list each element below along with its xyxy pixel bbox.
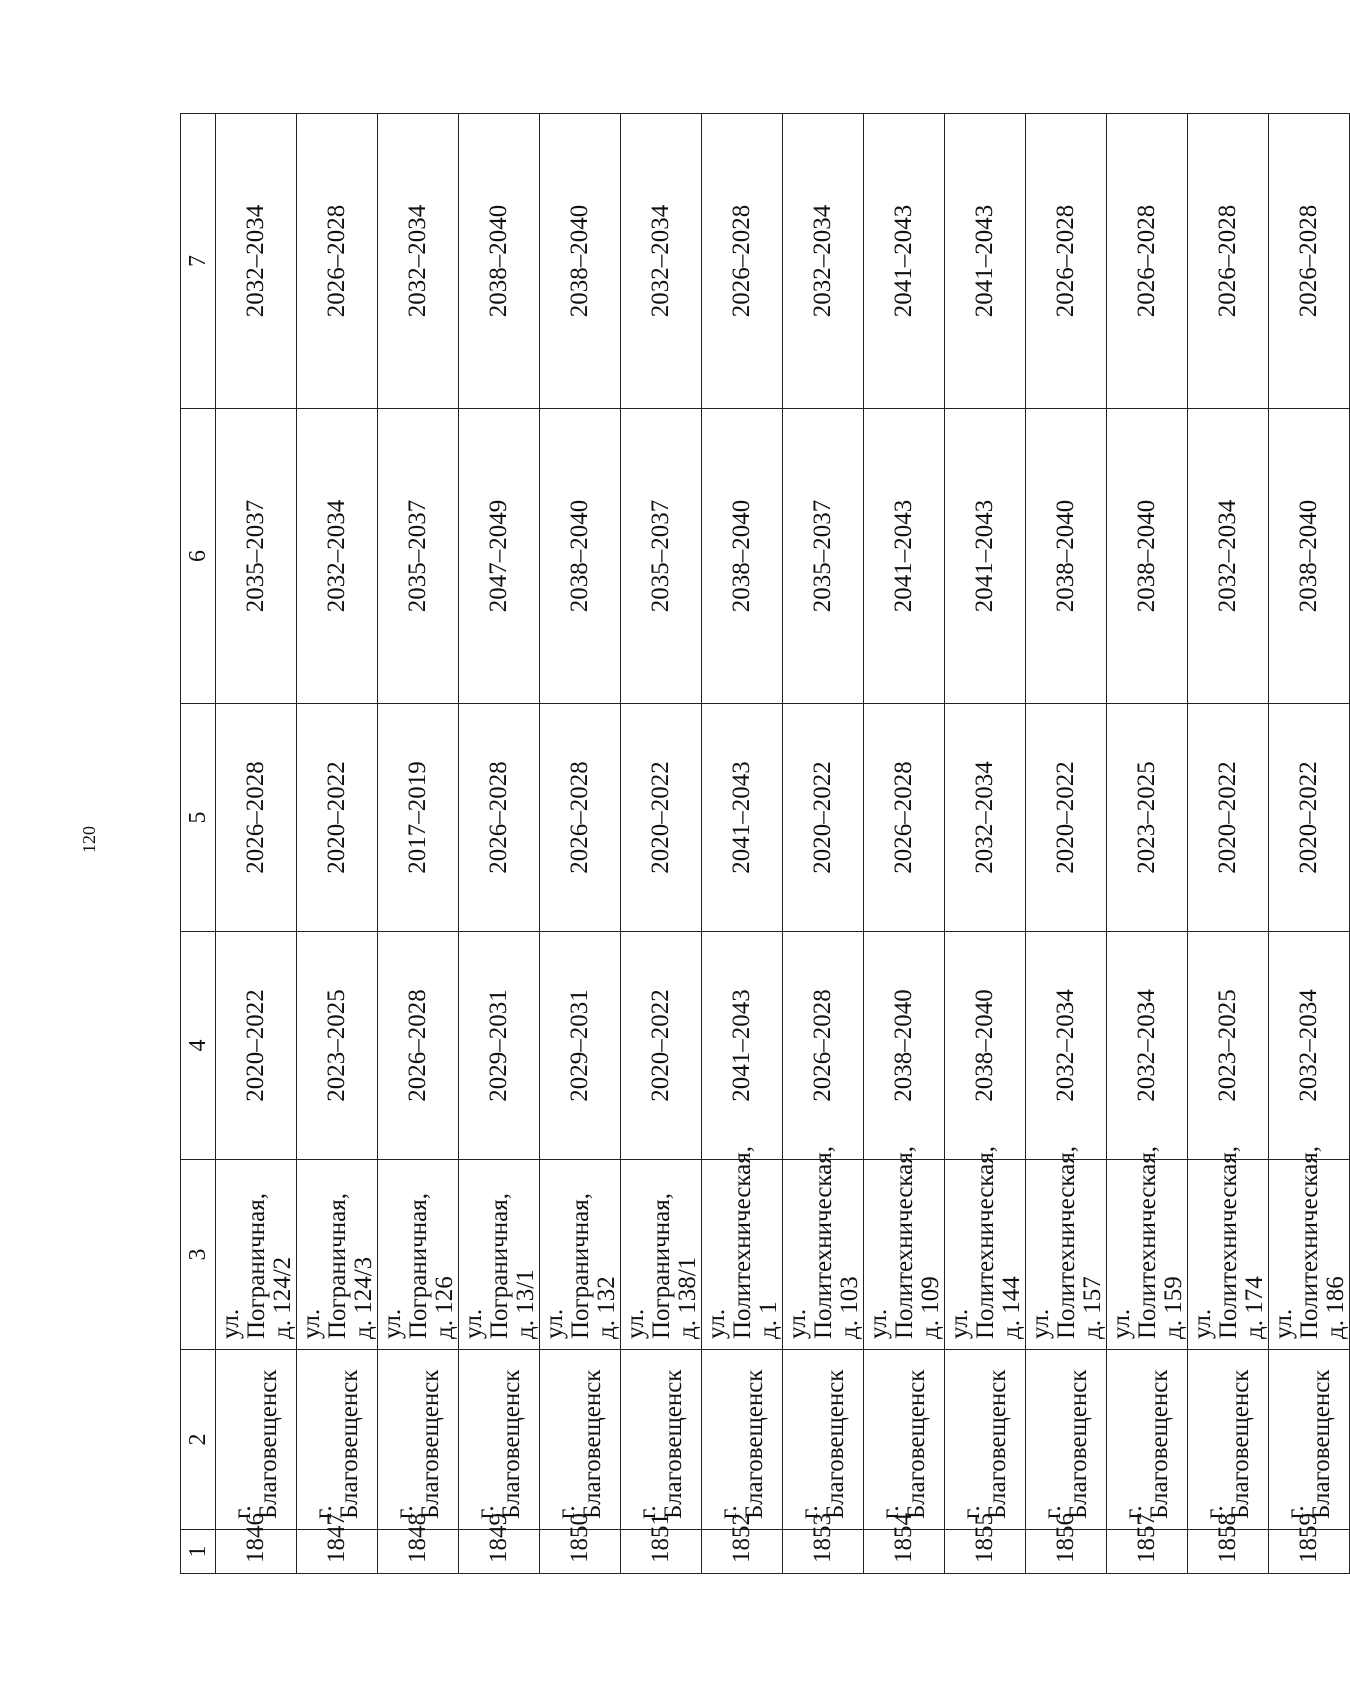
column-header: 7 [181, 114, 216, 409]
row-number-cell: 1850 [540, 1530, 621, 1574]
period-cell: 2020–2022 [621, 704, 702, 932]
period-cell: 2029–2031 [540, 932, 621, 1160]
period-cell: 2038–2040 [1107, 409, 1188, 704]
period-cell: 2020–2022 [297, 704, 378, 932]
period-cell: 2038–2040 [1026, 409, 1107, 704]
address-cell: ул. Политехническая, д. 159 [1107, 1160, 1188, 1350]
row-number-cell: 1846 [216, 1530, 297, 1574]
table-row [1269, 114, 1350, 1574]
period-cell: 2026–2028 [540, 704, 621, 932]
period-cell: 2041–2043 [702, 932, 783, 1160]
address-cell: ул. Политехническая, д. 109 [864, 1160, 945, 1350]
address-cell: ул. Политехническая, д. 144 [945, 1160, 1026, 1350]
period-cell: 2026–2028 [459, 704, 540, 932]
address-cell: ул. Пограничная, д. 13/1 [459, 1160, 540, 1350]
table-row [378, 114, 459, 1574]
address-cell: ул. Пограничная, д. 124/2 [216, 1160, 297, 1350]
column-header: 4 [181, 932, 216, 1160]
period-cell: 2026–2028 [1026, 114, 1107, 409]
period-cell: 2026–2028 [378, 932, 459, 1160]
table-row [1188, 114, 1269, 1574]
rotated-table-container [180, 114, 1349, 1574]
period-cell: 2032–2034 [1107, 932, 1188, 1160]
period-cell: 2020–2022 [783, 704, 864, 932]
city-cell: г. Благовещенск [783, 1350, 864, 1530]
row-number-cell: 1858 [1188, 1530, 1269, 1574]
period-cell: 2038–2040 [864, 932, 945, 1160]
table-row [1107, 114, 1188, 1574]
period-cell: 2020–2022 [621, 932, 702, 1160]
address-cell: ул. Политехническая, д. 1 [702, 1160, 783, 1350]
row-number-cell: 1851 [621, 1530, 702, 1574]
period-cell: 2020–2022 [1188, 704, 1269, 932]
address-cell: ул. Политехническая, д. 186 [1269, 1160, 1350, 1350]
address-cell: ул. Пограничная, д. 132 [540, 1160, 621, 1350]
period-cell: 2038–2040 [702, 409, 783, 704]
period-cell: 2026–2028 [1269, 114, 1350, 409]
period-cell: 2032–2034 [945, 704, 1026, 932]
period-cell: 2020–2022 [216, 932, 297, 1160]
period-cell: 2032–2034 [621, 114, 702, 409]
row-number-cell: 1859 [1269, 1530, 1350, 1574]
column-header: 2 [181, 1350, 216, 1530]
city-cell: г. Благовещенск [1026, 1350, 1107, 1530]
period-cell: 2029–2031 [459, 932, 540, 1160]
period-cell: 2032–2034 [297, 409, 378, 704]
period-cell: 2035–2037 [783, 409, 864, 704]
column-header: 6 [181, 409, 216, 704]
row-number-cell: 1857 [1107, 1530, 1188, 1574]
period-cell: 2041–2043 [945, 114, 1026, 409]
period-cell: 2035–2037 [216, 409, 297, 704]
table-body [216, 114, 1350, 1574]
address-cell: ул. Пограничная, д. 124/3 [297, 1160, 378, 1350]
city-cell: г. Благовещенск [1269, 1350, 1350, 1530]
period-cell: 2020–2022 [1269, 704, 1350, 932]
table-row [864, 114, 945, 1574]
period-cell: 2026–2028 [702, 114, 783, 409]
table-row [783, 114, 864, 1574]
period-cell: 2035–2037 [378, 409, 459, 704]
period-cell: 2041–2043 [945, 409, 1026, 704]
period-cell: 2026–2028 [864, 704, 945, 932]
table-row [702, 114, 783, 1574]
table-row [297, 114, 378, 1574]
row-number-cell: 1847 [297, 1530, 378, 1574]
period-cell: 2017–2019 [378, 704, 459, 932]
period-cell: 2038–2040 [540, 409, 621, 704]
period-cell: 2032–2034 [1188, 409, 1269, 704]
data-table [180, 113, 1350, 1574]
period-cell: 2032–2034 [378, 114, 459, 409]
column-header: 3 [181, 1160, 216, 1350]
city-cell: г. Благовещенск [216, 1350, 297, 1530]
page-number: 120 [79, 826, 99, 853]
city-cell: г. Благовещенск [459, 1350, 540, 1530]
city-cell: г. Благовещенск [621, 1350, 702, 1530]
row-number-cell: 1856 [1026, 1530, 1107, 1574]
period-cell: 2038–2040 [540, 114, 621, 409]
period-cell: 2023–2025 [1107, 704, 1188, 932]
period-cell: 2026–2028 [297, 114, 378, 409]
address-cell: ул. Политехническая, д. 174 [1188, 1160, 1269, 1350]
period-cell: 2032–2034 [1269, 932, 1350, 1160]
city-cell: г. Благовещенск [297, 1350, 378, 1530]
row-number-cell: 1848 [378, 1530, 459, 1574]
row-number-cell: 1853 [783, 1530, 864, 1574]
period-cell: 2032–2034 [1026, 932, 1107, 1160]
address-cell: ул. Политехническая, д. 157 [1026, 1160, 1107, 1350]
period-cell: 2041–2043 [702, 704, 783, 932]
table-row [621, 114, 702, 1574]
period-cell: 2041–2043 [864, 114, 945, 409]
address-cell: ул. Пограничная, д. 126 [378, 1160, 459, 1350]
period-cell: 2038–2040 [945, 932, 1026, 1160]
period-cell: 2023–2025 [1188, 932, 1269, 1160]
city-cell: г. Благовещенск [945, 1350, 1026, 1530]
period-cell: 2020–2022 [1026, 704, 1107, 932]
table-row [945, 114, 1026, 1574]
row-number-cell: 1854 [864, 1530, 945, 1574]
period-cell: 2026–2028 [783, 932, 864, 1160]
row-number-cell: 1852 [702, 1530, 783, 1574]
row-number-cell: 1849 [459, 1530, 540, 1574]
city-cell: г. Благовещенск [378, 1350, 459, 1530]
header-row [181, 114, 216, 1574]
period-cell: 2026–2028 [216, 704, 297, 932]
column-header: 5 [181, 704, 216, 932]
period-cell: 2041–2043 [864, 409, 945, 704]
column-header: 1 [181, 1530, 216, 1574]
table-row [540, 114, 621, 1574]
table-row [459, 114, 540, 1574]
city-cell: г. Благовещенск [540, 1350, 621, 1530]
address-cell: ул. Пограничная, д. 138/1 [621, 1160, 702, 1350]
city-cell: г. Благовещенск [702, 1350, 783, 1530]
table-row [1026, 114, 1107, 1574]
row-number-cell: 1855 [945, 1530, 1026, 1574]
period-cell: 2023–2025 [297, 932, 378, 1160]
period-cell: 2047–2049 [459, 409, 540, 704]
period-cell: 2035–2037 [621, 409, 702, 704]
period-cell: 2032–2034 [783, 114, 864, 409]
city-cell: г. Благовещенск [1188, 1350, 1269, 1530]
period-cell: 2026–2028 [1188, 114, 1269, 409]
period-cell: 2032–2034 [216, 114, 297, 409]
city-cell: г. Благовещенск [1107, 1350, 1188, 1530]
period-cell: 2038–2040 [459, 114, 540, 409]
address-cell: ул. Политехническая, д. 103 [783, 1160, 864, 1350]
period-cell: 2026–2028 [1107, 114, 1188, 409]
table-row [216, 114, 297, 1574]
period-cell: 2038–2040 [1269, 409, 1350, 704]
city-cell: г. Благовещенск [864, 1350, 945, 1530]
